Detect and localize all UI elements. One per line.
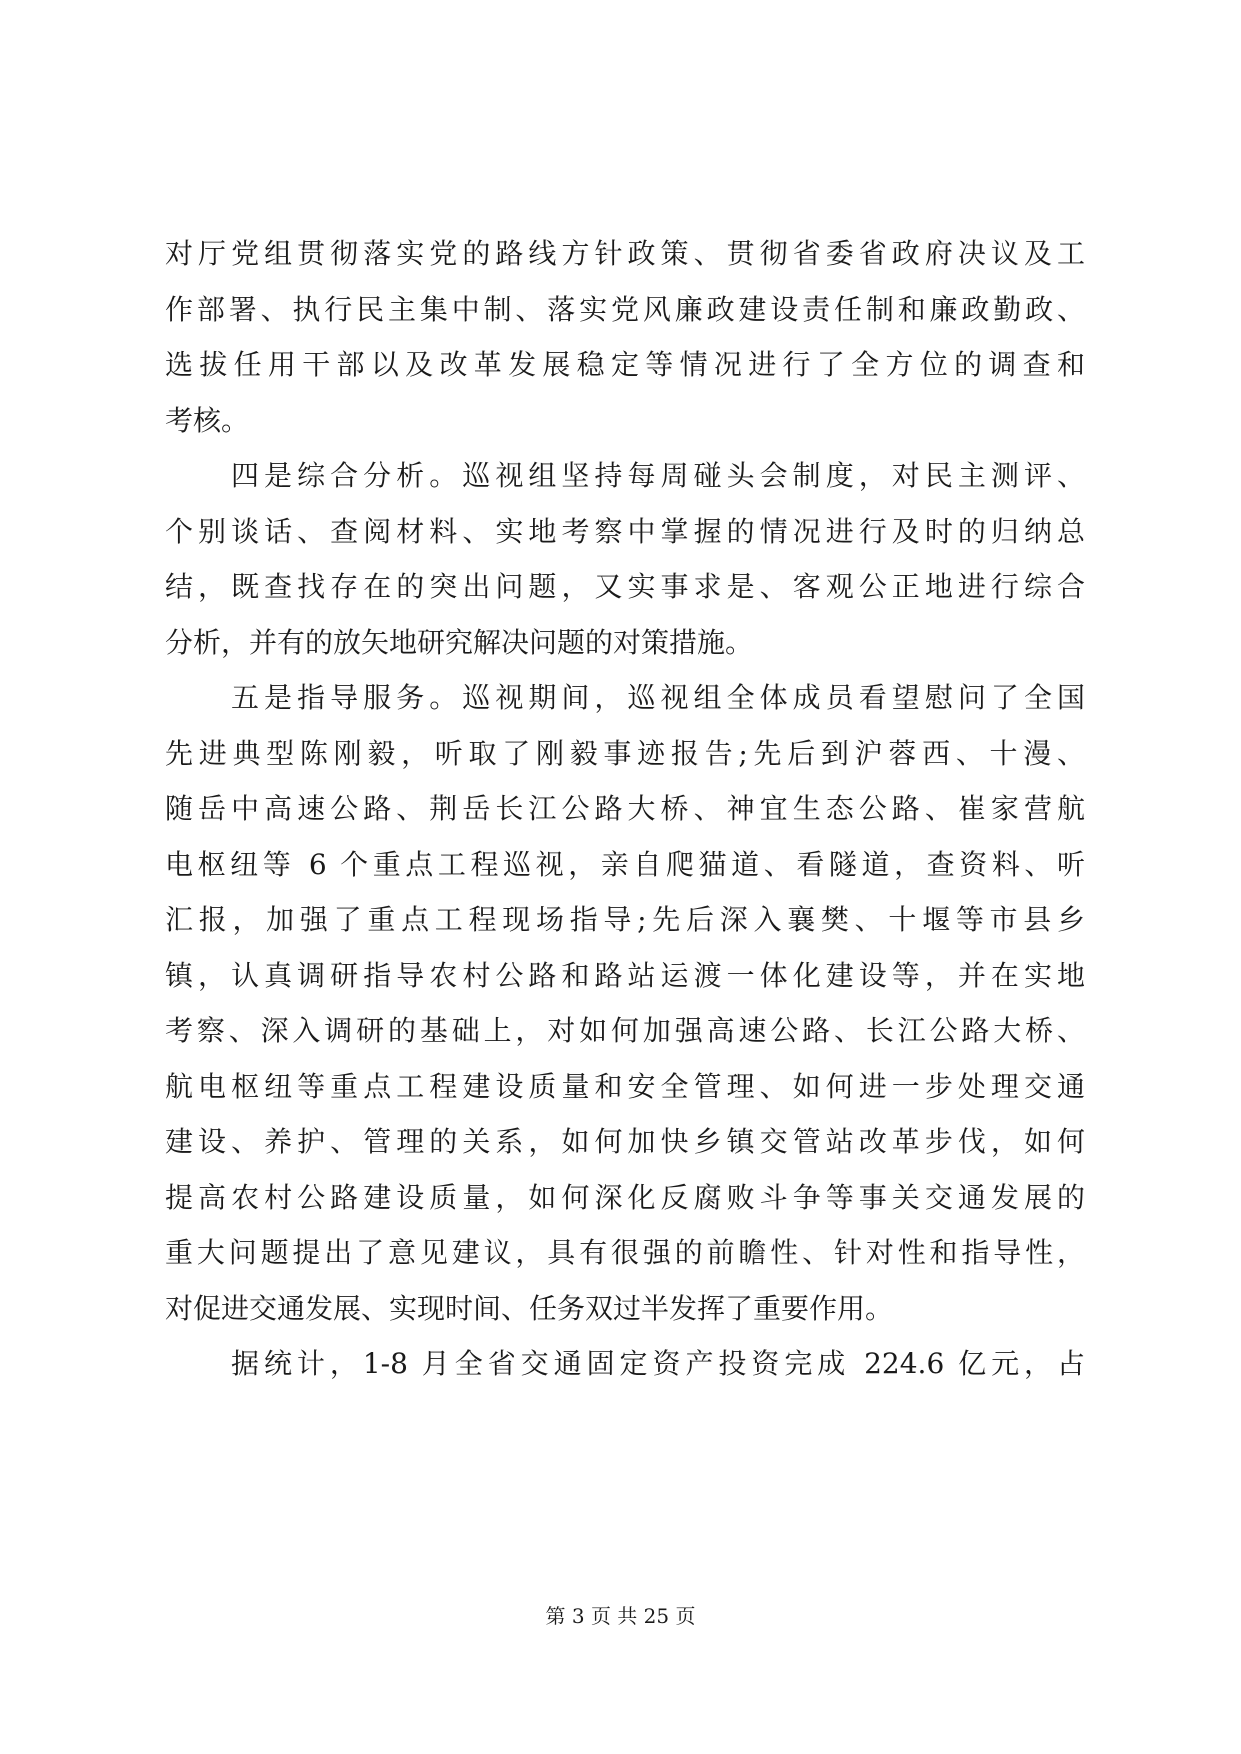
text-line: 四是综合分析。巡视组坚持每周碰头会制度，对民主测评、 — [231, 459, 1085, 492]
text-line: 建设、养护、管理的关系，如何加快乡镇交管站改革步伐，如何 — [165, 1125, 1085, 1158]
text-line: 提高农村公路建设质量，如何深化反腐败斗争等事关交通发展的 — [165, 1180, 1085, 1214]
text-line: 据统计，1-8 月全省交通固定资产投资完成 224.6 亿元，占 — [231, 1347, 1085, 1380]
text-line: 个别谈话、查阅材料、实地考察中掌握的情况进行及时的归纳总 — [165, 514, 1085, 548]
text-line: 汇报，加强了重点工程现场指导;先后深入襄樊、十堰等市县乡 — [165, 903, 1085, 936]
page-footer: 第 3 页 共 25 页 — [545, 1604, 696, 1628]
text-line: 选拔任用干部以及改革发展稳定等情况进行了全方位的调查和 — [165, 348, 1085, 381]
text-line: 航电枢纽等重点工程建设质量和安全管理、如何进一步处理交通 — [165, 1069, 1085, 1103]
text-line: 结，既查找存在的突出问题，又实事求是、客观公正地进行综合 — [165, 570, 1085, 603]
text-line: 镇，认真调研指导农村公路和路站运渡一体化建设等，并在实地 — [165, 958, 1085, 992]
text-line: 电枢纽等 6 个重点工程巡视，亲自爬猫道、看隧道，查资料、听 — [165, 847, 1085, 881]
text-line: 考察、深入调研的基础上，对如何加强高速公路、长江公路大桥、 — [165, 1014, 1085, 1047]
text-line: 五是指导服务。巡视期间，巡视组全体成员看望慰问了全国 — [231, 681, 1085, 714]
text-line: 先进典型陈刚毅，听取了刚毅事迹报告;先后到沪蓉西、十漫、 — [165, 736, 1085, 770]
text-line: 随岳中高速公路、荆岳长江公路大桥、神宜生态公路、崔家营航 — [165, 792, 1085, 825]
text-line: 考核。 — [165, 403, 250, 437]
text-line: 对厅党组贯彻落实党的路线方针政策、贯彻省委省政府决议及工 — [165, 237, 1085, 270]
body-text — [165, 226, 1085, 1392]
text-line: 重大问题提出了意见建议，具有很强的前瞻性、针对性和指导性， — [165, 1236, 1085, 1269]
text-line: 分析，并有的放矢地研究解决问题的对策措施。 — [165, 625, 754, 659]
text-line: 对促进交通发展、实现时间、任务双过半发挥了重要作用。 — [165, 1291, 894, 1325]
text-line: 作部署、执行民主集中制、落实党风廉政建设责任制和廉政勤政、 — [165, 292, 1085, 326]
